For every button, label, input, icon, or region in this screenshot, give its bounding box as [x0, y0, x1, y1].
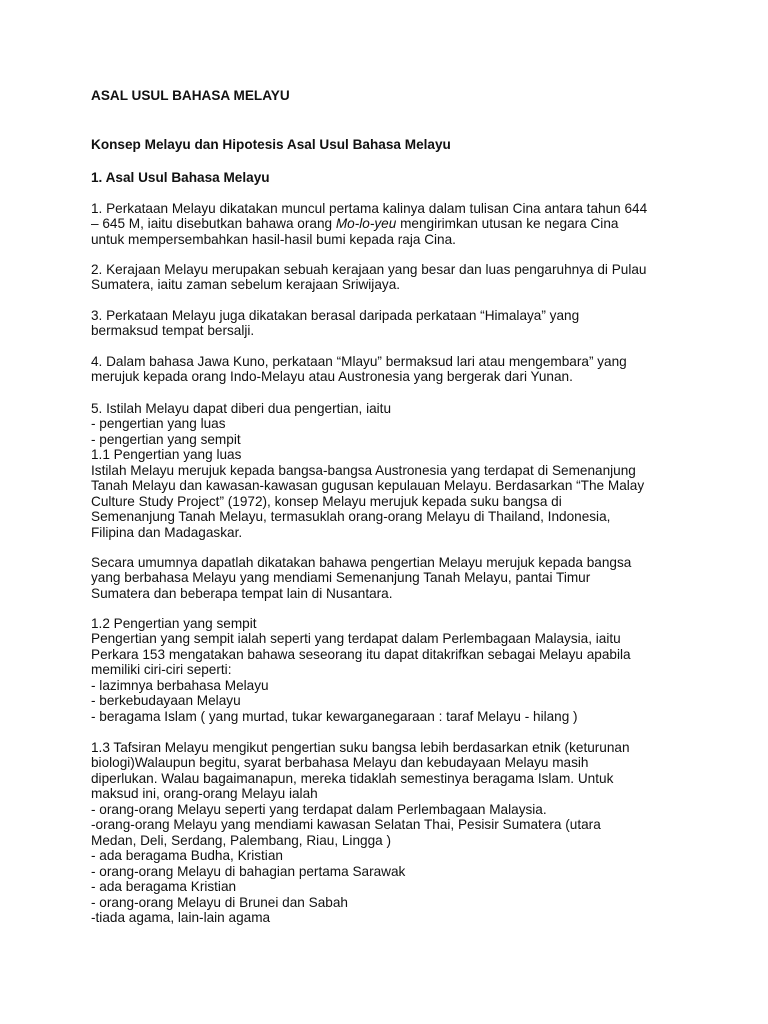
text-line: 1.1 Pengertian yang luas: [91, 447, 242, 463]
text-line: 3. Perkataan Melayu juga dikatakan berasal daripada perkataan “Himalaya” yang: [91, 308, 580, 323]
text-segment: – 645 M, iaitu disebutkan bahawa orang: [91, 216, 336, 232]
text-line: - orang-orang Melayu di Brunei dan Sabah: [91, 894, 348, 910]
text-line: merujuk kepada orang Indo-Melayu atau Austronesia yang bergerak dari Yunan.: [91, 369, 573, 385]
paragraph-6: [91, 555, 631, 601]
text-line: - beragama Islam ( yang murtad, tukar kewarganegaraan : taraf Melayu - hilang ): [91, 708, 578, 724]
text-line: Medan, Deli, Serdang, Palembang, Riau, Lingga ): [91, 832, 391, 848]
text-line: Filipina dan Madagaskar.: [91, 524, 243, 540]
text-line: bermaksud tempat bersalji.: [91, 323, 255, 339]
text-line: Semenanjung Tanah Melayu, termasuklah orang-orang Melayu di Thailand, Indonesia,: [91, 509, 611, 525]
paragraph-8: [91, 740, 630, 925]
text-line: [91, 216, 647, 231]
paragraph-7: [91, 616, 631, 724]
text-line: Culture Study Project” (1972), konsep Melayu merujuk kepada suku bangsa di: [91, 493, 562, 509]
paragraph-3: [91, 308, 579, 339]
text-line: - pengertian yang sempit: [91, 431, 241, 447]
text-line: yang berbahasa Melayu yang mendiami Semenanjung Tanah Melayu, pantai Timur: [91, 570, 591, 586]
text-line: Sumatera dan beberapa tempat lain di Nusantara.: [91, 585, 393, 601]
text-line: 1.2 Pengertian yang sempit: [91, 616, 257, 631]
text-line: - berkebudayaan Melayu: [91, 693, 241, 709]
text-line: Tanah Melayu dan kawasan-kawasan gugusan kepulauan Melayu. Berdasarkan “The Malay: [91, 478, 645, 494]
paragraph-1: [91, 201, 647, 247]
text-line: Perkara 153 mengatakan bahawa seseorang itu dapat ditakrifkan sebagai Melayu apabila: [91, 646, 631, 662]
text-line: - pengertian yang luas: [91, 416, 226, 432]
text-line: - ada beragama Kristian: [91, 879, 237, 895]
text-line: - lazimnya berbahasa Melayu: [91, 677, 269, 693]
text-line: -orang-orang Melayu yang mendiami kawasan Selatan Thai, Pesisir Sumatera (utara: [91, 817, 601, 833]
text-line: untuk mempersembahkan hasil-hasil bumi kepada raja Cina.: [91, 231, 456, 247]
text-line: 5. Istilah Melayu dapat diberi dua pengertian, iaitu: [91, 401, 392, 416]
section-heading: 1. Asal Usul Bahasa Melayu: [91, 170, 270, 185]
text-line: Pengertian yang sempit ialah seperti yang terdapat dalam Perlembagaan Malaysia, iaitu: [91, 631, 621, 647]
text-line: - orang-orang Melayu di bahagian pertama Sarawak: [91, 863, 406, 879]
text-line: 1. Perkataan Melayu dikatakan muncul pertama kalinya dalam tulisan Cina antara tahun 644: [91, 201, 648, 216]
text-line: 1.3 Tafsiran Melayu mengikut pengertian suku bangsa lebih berdasarkan etnik (keturunan: [91, 740, 630, 755]
text-segment: mengirimkan utusan ke negara Cina: [396, 216, 619, 232]
text-line: - orang-orang Melayu seperti yang terdapat dalam Perlembagaan Malaysia.: [91, 801, 547, 817]
document-subtitle: Konsep Melayu dan Hipotesis Asal Usul Bahasa Melayu: [91, 137, 451, 152]
text-line: biologi)Walaupun begitu, syarat berbahasa Melayu dan kebudayaan Melayu masih: [91, 755, 589, 771]
paragraph-2: [91, 262, 646, 293]
italic-term: Mo-lo-yeu: [335, 216, 397, 232]
document-title: ASAL USUL BAHASA MELAYU: [91, 88, 290, 103]
text-line: Sumatera, iaitu zaman sebelum kerajaan Sriwijaya.: [91, 277, 401, 293]
text-line: -tiada agama, lain-lain agama: [91, 909, 271, 925]
text-line: - ada beragama Budha, Kristian: [91, 848, 283, 864]
paragraph-5: [91, 401, 644, 540]
paragraph-4: [91, 354, 627, 385]
text-line: maksud ini, orang-orang Melayu ialah: [91, 786, 318, 802]
text-line: diperlukan. Walau bagaimanapun, mereka tidaklah semestinya beragama Islam. Untuk: [91, 770, 614, 786]
text-line: Secara umumnya dapatlah dikatakan bahawa pengertian Melayu merujuk kepada bangsa: [91, 555, 632, 570]
text-line: Istilah Melayu merujuk kepada bangsa-bangsa Austronesia yang terdapat di Semenanjung: [91, 462, 636, 478]
text-line: memiliki ciri-ciri seperti:: [91, 662, 232, 678]
text-line: 2. Kerajaan Melayu merupakan sebuah kerajaan yang besar dan luas pengaruhnya di Pulau: [91, 262, 647, 277]
text-line: 4. Dalam bahasa Jawa Kuno, perkataan “Mlayu” bermaksud lari atau mengembara” yang: [91, 354, 627, 369]
